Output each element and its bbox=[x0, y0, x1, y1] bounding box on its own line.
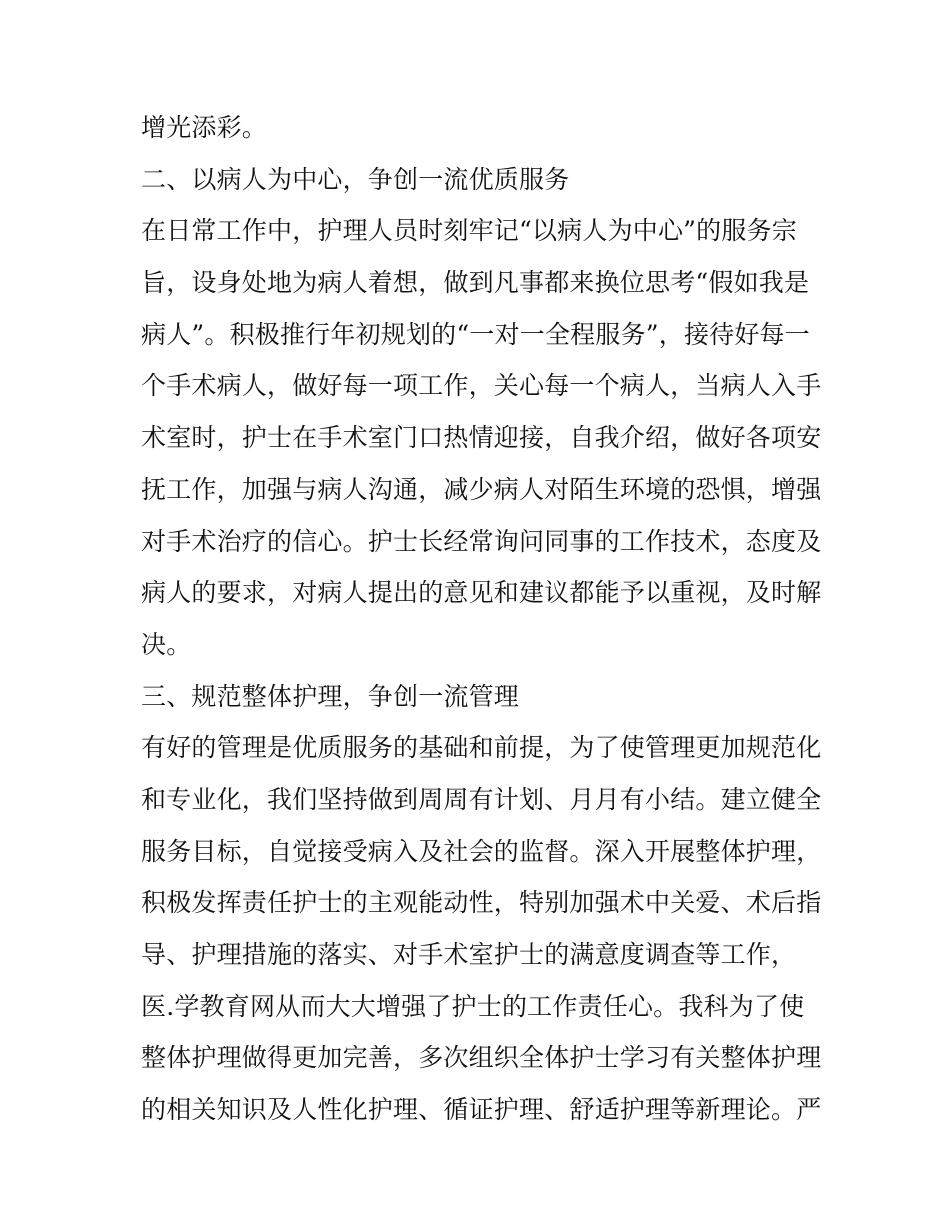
text-line: 旨，设身处地为病人着想，做到凡事都来换位思考“假如我是 bbox=[141, 268, 810, 298]
text-line: 的相关知识及人性化护理、循证护理、舒适护理等新理论。严 bbox=[141, 1095, 822, 1125]
text-line: 增光添彩。 bbox=[141, 113, 268, 142]
text-line: 服务目标，自觉接受病入及社会的监督。深入开展整体护理， bbox=[141, 836, 822, 866]
text-line: 导、护理措施的落实、对手术室护士的满意度调查等工作， bbox=[141, 940, 797, 969]
document-body bbox=[141, 108, 821, 1142]
text-line: 个手术病人，做好每一项工作，关心每一个病人，当病人入手 bbox=[141, 371, 822, 401]
text-line: 决。 bbox=[141, 629, 192, 659]
text-line: 和专业化，我们坚持做到周周有计划、月月有小结。建立健全 bbox=[141, 784, 822, 814]
text-line: 积极发挥责任护士的主观能动性，特别加强术中关爱、术后指 bbox=[141, 888, 822, 918]
text-line: 病人”。积极推行年初规划的“一对一全程服务”，接待好每一 bbox=[141, 319, 810, 349]
text-line: 整体护理做得更加完善，多次组织全体护士学习有关整体护理 bbox=[141, 1043, 822, 1073]
text-line: 在日常工作中，护理人员时刻牢记“以病人为中心”的服务宗 bbox=[141, 216, 797, 246]
text-line: 术室时，护士在手术室门口热情迎接，自我介绍，做好各项安 bbox=[141, 423, 822, 453]
text-line: 对手术治疗的信心。护士长经常询问同事的工作技术，态度及 bbox=[141, 526, 822, 556]
section-heading: 三、规范整体护理，争创一流管理 bbox=[141, 681, 520, 711]
text-line: 病人的要求，对病人提出的意见和建议都能予以重视，及时解 bbox=[141, 578, 822, 608]
text-line: 抚工作，加强与病人沟通，减少病人对陌生环境的恐惧，增强 bbox=[141, 474, 822, 504]
text-line: 医.学教育网从而大大增强了护士的工作责任心。我科为了使 bbox=[141, 991, 805, 1021]
text-line: 有好的管理是优质服务的基础和前提，为了使管理更加规范化 bbox=[141, 733, 822, 763]
section-heading: 二、以病人为中心，争创一流优质服务 bbox=[141, 164, 570, 194]
